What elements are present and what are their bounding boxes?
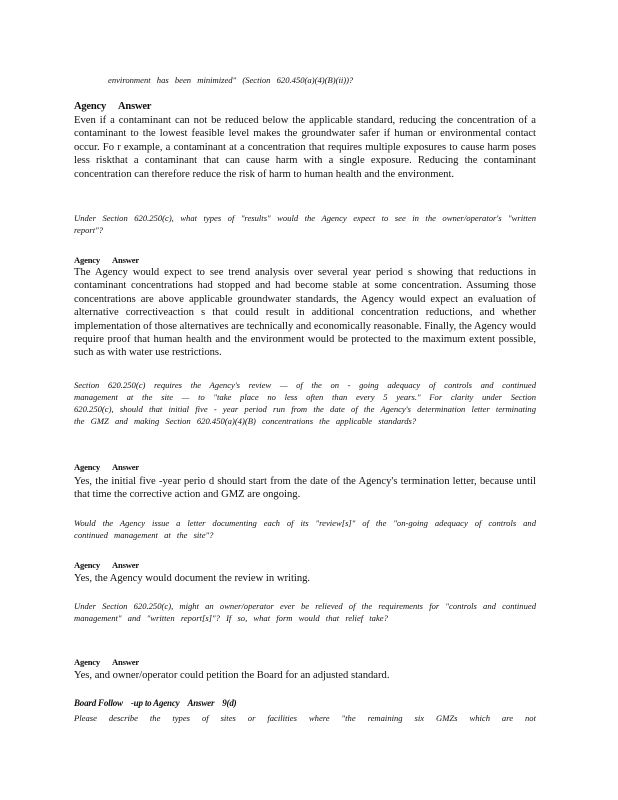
qa-4-answer: Yes, the Agency would document the review in writing. [74,573,311,584]
qa-5-heading [74,657,536,667]
qa-3-answer: Yes, the initial five -year perio d should start from the date of the Agency's termination letter, because until that time the corrective action and GMZ are ongoing. [74,476,536,501]
agency-label: Agency [74,101,107,112]
answer-label: Answer [112,462,139,472]
agency-label: Agency [74,462,101,472]
answer-label: Answer [118,101,152,112]
agency-label: Agency [74,657,101,667]
board-followup-number: 9(d) [222,698,237,708]
agency-label: Agency [74,560,101,570]
qa-3-question: Section 620.250(c) requires the Agency's review — of the on - going adequacy of controls and continued management at the site — to "take place no less often than every 5 years." For clarity under Section 620.250(c), should that initial five - year period run from the date of the Agency's determination letter terminating the GMZ and making Section 620.450(a)(4)(B) concentrations the applicable standards? [74,380,536,426]
board-followup-up: -up to Agency [130,698,180,708]
qa-1-answer: Even if a contaminant can not be reduced below the applicable standard, reducing the concentration of a contaminant to the lowest feasible level makes the groundwater safer if human or environmental contact occur. Fo r example, a contaminant at a concentration that requires multiple exposures to cause harm poses less riskthat a contaminant that can cause harm with a single exposure. Reducing the contaminant concentration can therefore reduce the risk of harm to human health and the environment. [74,115,536,180]
agency-label: Agency [74,255,101,265]
qa-2-question: Under Section 620.250(c), what types of "results" would the Agency expect to see in the owner/operator's "written report"? [74,213,536,235]
qa-4-question: Would the Agency issue a letter documenting each of its "review[s]" of the "on-going adequacy of controls and continued management at the site"? [74,518,536,540]
qa-3-heading [74,462,536,472]
board-followup-heading [74,698,536,708]
qa-5-answer: Yes, and owner/operator could petition the Board for an adjusted standard. [74,670,390,681]
board-followup-answer: Answer [187,698,215,708]
qa-2-answer: The Agency would expect to see trend analysis over several year period s showing that reductions in contaminant concentrations had stopped and had become stable at some concentration. Assuming those concentrations are above applicable groundwater standards, the Agency would expect an evaluation of alternative correctiveaction s that could result in additional concentration reductions, and whether implementation of those alternatives are technically and economically reasonable. Finally, the Agency would require proof that human health and the environment would be protected to the maximum extent possible, such as with water use restrictions. [74,267,536,359]
answer-label: Answer [112,560,139,570]
qa-5-question: Under Section 620.250(c), might an owner/operator ever be relieved of the requirements for "controls and continued management" and "written report[s]"? If so, what form would that relief take? [74,601,536,623]
board-followup-label: Board Follow [74,698,123,708]
continued-question-tail [108,74,408,86]
answer-label: Answer [112,657,139,667]
board-followup-question: Please describe the types of sites or facilities where "the remaining six GMZs which are not [74,713,536,723]
qa-4-heading [74,560,536,570]
answer-label: Answer [112,255,139,265]
question-tail-text: environment has been minimized" (Section 620.450(a)(4)(B)(ii))? [108,75,354,85]
qa-2-heading [74,255,536,265]
qa-1-heading [74,101,536,112]
